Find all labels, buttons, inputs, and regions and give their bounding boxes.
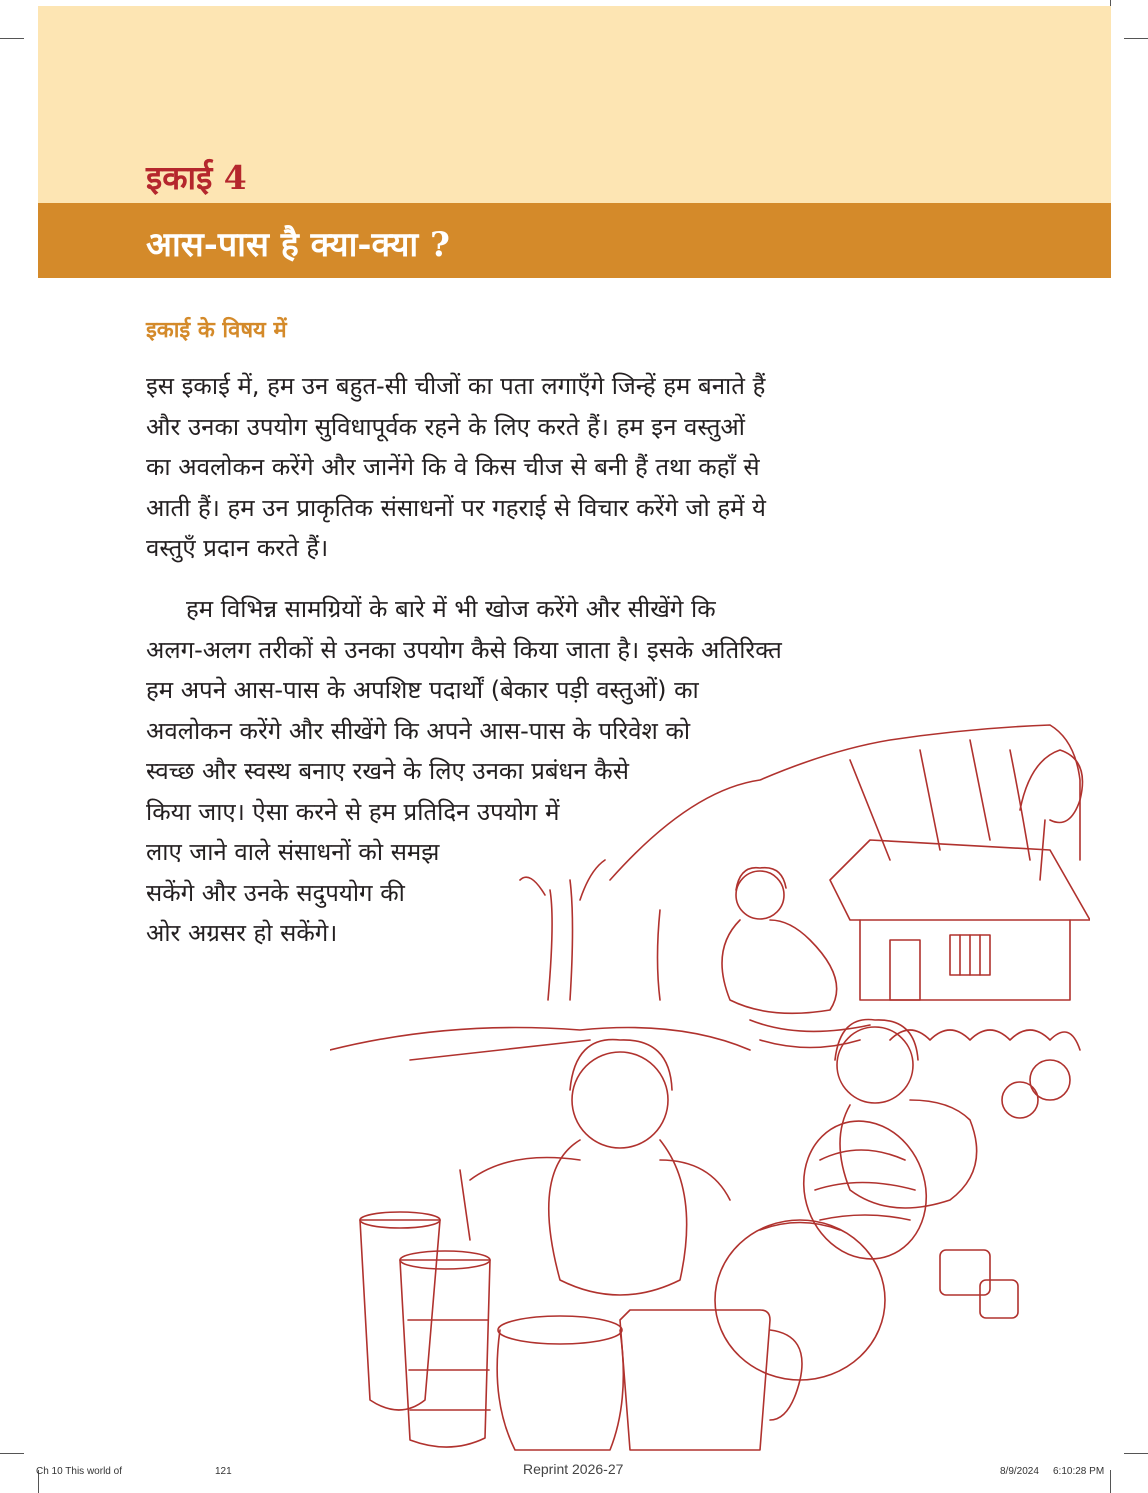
- text-line: आती हैं। हम उन प्राकृतिक संसाधनों पर गहराई से विचार करेंगे जो हमें ये: [146, 493, 766, 522]
- unit-number: इकाई 4: [146, 158, 247, 197]
- stick: [460, 1170, 470, 1240]
- text-line: किया जाए। ऐसा करने से हम प्रतिदिन उपयोग में: [146, 797, 560, 826]
- text-line: अलग-अलग तरीकों से उनका उपयोग कैसे किया जाता है। इसके अतिरिक्त: [146, 635, 782, 664]
- boy-body: [549, 1140, 687, 1295]
- hill-outline: [610, 725, 1080, 880]
- hut-door: [890, 940, 920, 1000]
- crop-mark: [0, 1453, 24, 1454]
- palm-trees: [520, 860, 660, 1000]
- text-line: स्वच्छ और स्वस्थ बनाए रखने के लिए उनका प्रबंधन कैसे: [146, 757, 629, 785]
- crop-mark: [1124, 1453, 1148, 1454]
- hut-walls: [860, 920, 1070, 1000]
- tall-vessel: [360, 1220, 440, 1410]
- text-line: लाए जाने वाले संसाधनों को समझ: [146, 838, 440, 866]
- unit-title: आस-पास है क्या-क्या ?: [146, 225, 450, 265]
- man-body: [722, 920, 837, 1013]
- bamboo-vessel: [400, 1260, 490, 1447]
- tree: [1020, 750, 1083, 880]
- small-pot: [1030, 1060, 1070, 1100]
- footer-date: 8/9/2024: [1000, 1466, 1039, 1477]
- hut-roof: [830, 840, 1090, 920]
- text-line: सकेंगे और उनके सदुपयोग की: [146, 878, 405, 907]
- girl-head: [837, 1027, 913, 1103]
- section-heading: इकाई के विषय में: [146, 318, 287, 343]
- decorated-pot: [785, 1104, 946, 1277]
- crop-mark: [0, 38, 24, 39]
- jar: [980, 1280, 1018, 1318]
- boy-head: [572, 1052, 668, 1148]
- boy-hair: [570, 1040, 672, 1090]
- footer-time: 6:10:28 PM: [1053, 1466, 1105, 1477]
- text-line: इस इकाई में, हम उन बहुत-सी चीजों का पता लगाएँगे जिन्हें हम बनाते हैं: [146, 372, 766, 400]
- boy-arms: [470, 1158, 730, 1201]
- text-line: वस्तुएँ प्रदान करते हैं।: [146, 534, 329, 562]
- text-line: का अवलोकन करेंगे और जानेंगे कि वे किस चीज से बनी हैं तथा कहाँ से: [146, 453, 760, 481]
- text-line: अवलोकन करेंगे और सीखेंगे कि अपने आस-पास के परिवेश को: [146, 716, 691, 745]
- crop-mark: [1110, 1470, 1111, 1493]
- text-line: हम विभिन्न सामग्रियों के बारे में भी खोज करेंगे और सीखेंगे कि: [186, 595, 716, 623]
- footer-file: Ch 10 This world of: [36, 1466, 122, 1477]
- footer-page: 121: [215, 1466, 232, 1477]
- paragraph-1: [146, 366, 766, 569]
- pots-row: [890, 1030, 1080, 1050]
- bucket: [497, 1330, 623, 1450]
- text-line: ओर अग्रसर हो सकेंगे।: [146, 919, 338, 947]
- girl-body: [840, 1100, 977, 1208]
- text-line: और उनका उपयोग सुविधापूर्वक रहने के लिए करते हैं। हम इन वस्तुओं: [146, 412, 745, 441]
- round-pot: [715, 1220, 885, 1380]
- pottery-illustration: [330, 720, 1090, 1460]
- reprint-note: Reprint 2026-27: [523, 1461, 624, 1477]
- text-line: हम अपने आस-पास के अपशिष्ट पदार्थों (बेकार पड़ी वस्तुओं) का: [146, 676, 699, 704]
- small-pot: [1002, 1082, 1038, 1118]
- cliff-lines: [850, 740, 1030, 860]
- jar: [940, 1250, 990, 1295]
- ground-line: [330, 1028, 750, 1061]
- crop-mark: [1124, 38, 1148, 39]
- man-head: [736, 871, 784, 919]
- jug: [620, 1310, 770, 1450]
